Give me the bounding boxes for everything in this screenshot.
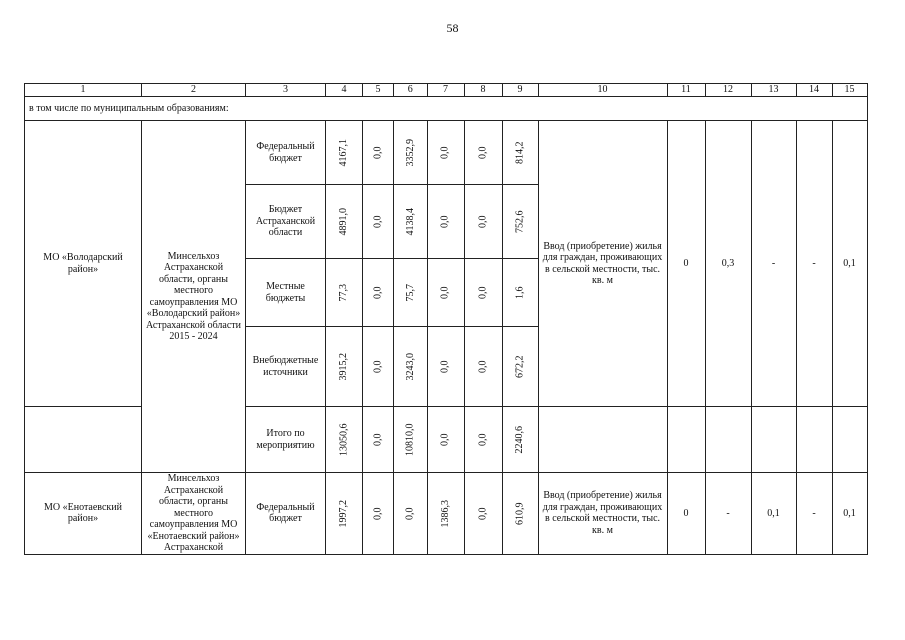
value-cell <box>502 185 538 259</box>
value-text: 0,0 <box>477 286 489 299</box>
header-row <box>25 84 868 97</box>
indicator: Ввод (приобретение) жилья для граждан, проживающих в сельской местности, тыс. кв. м <box>538 473 667 555</box>
funding-source: Итого по мероприятию <box>246 407 326 473</box>
value-text: 0,0 <box>439 360 451 373</box>
value-text: 0,0 <box>477 215 489 228</box>
value-text: 672,2 <box>514 355 526 378</box>
value-cell <box>326 259 363 327</box>
header-cell: 6 <box>394 84 428 97</box>
value-cell <box>394 327 428 407</box>
section-title: в том числе по муниципальным образованиям: <box>25 97 868 121</box>
mo-name: МО «Енотаевский район» <box>25 473 142 555</box>
header-cell: 1 <box>25 84 142 97</box>
value-text: 0,0 <box>372 146 384 159</box>
value-text: 3352,9 <box>404 138 416 167</box>
value-cell <box>464 327 502 407</box>
value-cell <box>427 327 464 407</box>
value-cell <box>363 327 394 407</box>
indicator-value: - <box>796 121 832 407</box>
header-cell: 7 <box>427 84 464 97</box>
value-cell <box>427 473 464 555</box>
header-cell: 10 <box>538 84 667 97</box>
funding-source: Бюджет Астраханской области <box>246 185 326 259</box>
value-text: 4891,0 <box>338 207 350 236</box>
mo-name: МО «Володарский район» <box>25 121 142 407</box>
value-text: 1997,2 <box>338 499 350 527</box>
value-text: 610,9 <box>514 502 526 525</box>
table-row <box>25 473 868 555</box>
value-cell <box>394 185 428 259</box>
header-cell: 4 <box>326 84 363 97</box>
value-text: 13050,6 <box>338 423 350 456</box>
value-cell <box>464 473 502 555</box>
header-cell: 8 <box>464 84 502 97</box>
header-cell: 11 <box>667 84 705 97</box>
value-text: 0,0 <box>439 146 451 159</box>
value-cell <box>427 407 464 473</box>
value-cell <box>394 259 428 327</box>
value-cell <box>326 407 363 473</box>
value-cell <box>464 259 502 327</box>
value-text: 3243,0 <box>404 352 416 381</box>
indicator-value: 0,1 <box>832 121 867 407</box>
value-cell <box>427 259 464 327</box>
value-cell <box>502 407 538 473</box>
value-text: 0,0 <box>439 286 451 299</box>
value-text: 0,0 <box>477 433 489 446</box>
empty-cell <box>705 407 751 473</box>
empty-cell <box>538 407 667 473</box>
empty-cell <box>751 407 796 473</box>
value-text: 4167,1 <box>338 138 350 167</box>
indicator-value: - <box>705 473 751 555</box>
value-cell <box>363 407 394 473</box>
indicator-value: - <box>796 473 832 555</box>
indicator-value: 0 <box>667 473 705 555</box>
value-cell <box>326 185 363 259</box>
header-cell: 13 <box>751 84 796 97</box>
header-cell: 3 <box>246 84 326 97</box>
empty-cell <box>796 407 832 473</box>
value-text: 1,6 <box>514 286 526 299</box>
value-cell <box>502 121 538 185</box>
page-number: 58 <box>446 21 459 35</box>
executor: Минсельхоз Астраханской области, органы местного самоуправления МО «Володарский район» Астраханской области 2015 - 2024 <box>142 121 246 473</box>
value-text: 0,0 <box>477 146 489 159</box>
value-cell <box>502 473 538 555</box>
header-cell: 12 <box>705 84 751 97</box>
value-text: 77,3 <box>338 283 350 302</box>
value-cell <box>464 121 502 185</box>
program-table <box>24 83 868 555</box>
value-text: 0,0 <box>372 433 384 446</box>
value-cell <box>502 259 538 327</box>
value-cell <box>326 121 363 185</box>
empty-cell <box>25 407 142 473</box>
value-text: 10810,0 <box>404 423 416 456</box>
table-row <box>25 121 868 185</box>
section-row <box>25 97 868 121</box>
empty-cell <box>667 407 705 473</box>
value-text: 0,0 <box>439 215 451 228</box>
indicator: Ввод (приобретение) жилья для граждан, проживающих в сельской местности, тыс. кв. м <box>538 121 667 407</box>
value-cell <box>363 259 394 327</box>
value-text: 0,0 <box>372 286 384 299</box>
executor: Минсельхоз Астраханской области, органы местного самоуправления МО «Енотаевский район» Астраханской <box>142 473 246 555</box>
indicator-value: 0 <box>667 121 705 407</box>
value-text: 0,0 <box>404 507 416 520</box>
value-text: 0,0 <box>372 215 384 228</box>
value-text: 0,0 <box>372 507 384 520</box>
value-cell <box>363 473 394 555</box>
empty-cell <box>832 407 867 473</box>
funding-source: Федеральный бюджет <box>246 121 326 185</box>
value-text: 75,7 <box>404 283 416 302</box>
value-text: 1386,3 <box>439 499 451 527</box>
indicator-value: - <box>751 121 796 407</box>
funding-source: Федеральный бюджет <box>246 473 326 555</box>
value-text: 0,0 <box>439 433 451 446</box>
value-cell <box>427 185 464 259</box>
funding-source: Местные бюджеты <box>246 259 326 327</box>
value-cell <box>464 185 502 259</box>
value-cell <box>326 327 363 407</box>
header-cell: 14 <box>796 84 832 97</box>
header-cell: 2 <box>142 84 246 97</box>
header-cell: 9 <box>502 84 538 97</box>
value-text: 814,2 <box>514 141 526 164</box>
value-text: 3915,2 <box>338 352 350 381</box>
indicator-value: 0,3 <box>705 121 751 407</box>
value-cell <box>363 121 394 185</box>
value-cell <box>394 473 428 555</box>
indicator-value: 0,1 <box>832 473 867 555</box>
value-cell <box>363 185 394 259</box>
value-cell <box>326 473 363 555</box>
indicator-value: 0,1 <box>751 473 796 555</box>
value-cell <box>502 327 538 407</box>
value-text: 752,6 <box>514 210 526 233</box>
funding-source: Внебюджетные источники <box>246 327 326 407</box>
value-text: 4138,4 <box>404 207 416 236</box>
header-cell: 15 <box>832 84 867 97</box>
value-cell <box>427 121 464 185</box>
header-cell: 5 <box>363 84 394 97</box>
value-text: 0,0 <box>477 507 489 520</box>
value-cell <box>394 407 428 473</box>
value-cell <box>464 407 502 473</box>
value-text: 2240,6 <box>514 425 526 454</box>
value-cell <box>394 121 428 185</box>
value-text: 0,0 <box>372 360 384 373</box>
value-text: 0,0 <box>477 360 489 373</box>
